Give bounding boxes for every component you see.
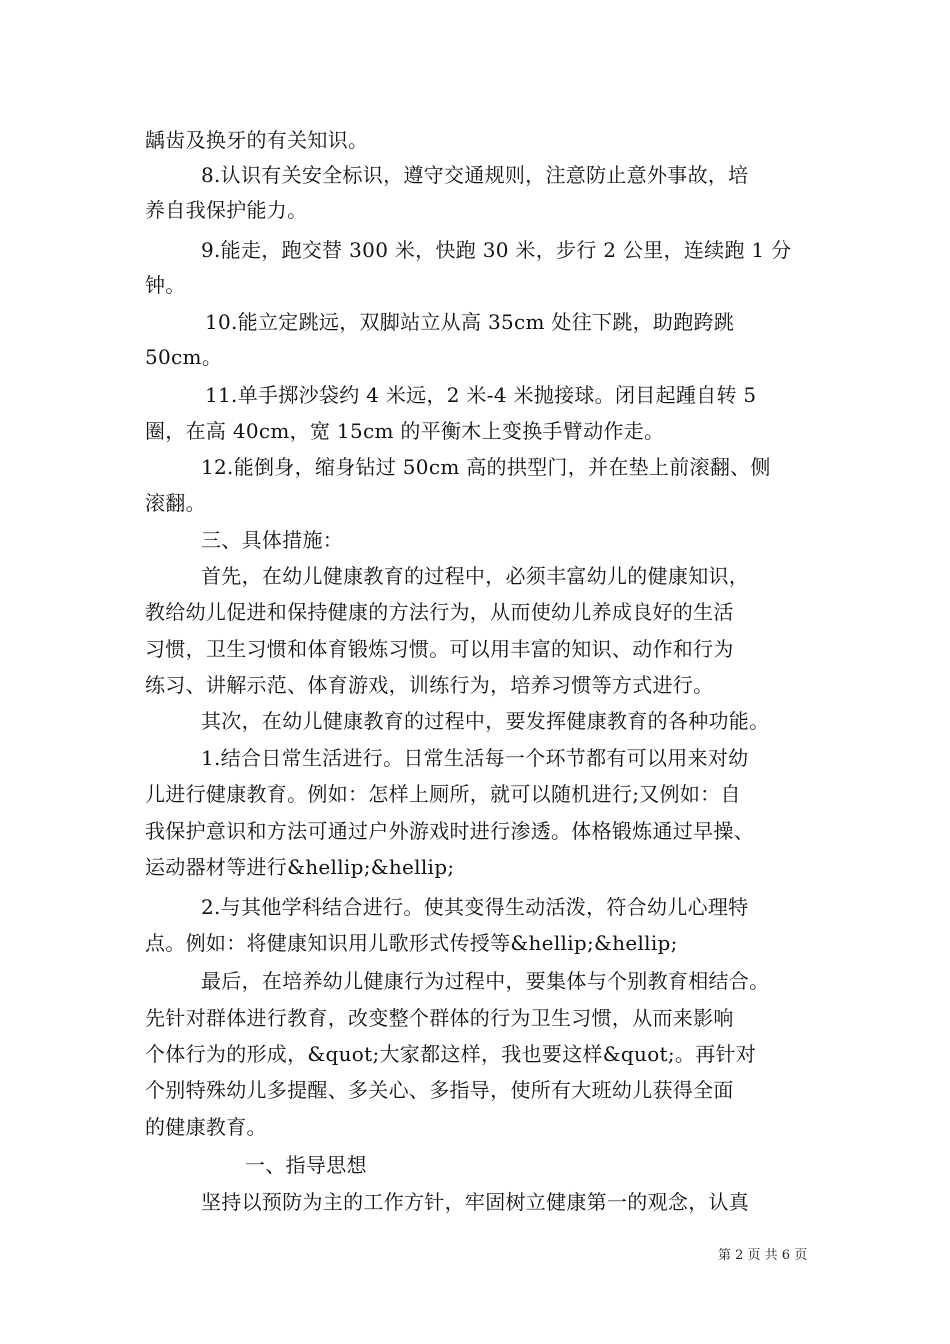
body-line: 练习、讲解示范、体育游戏，训练行为，培养习惯等方式进行。 — [145, 673, 714, 697]
body-line: 12.能倒身，缩身钻过 50cm 高的拱型门，并在垫上前滚翻、侧 — [201, 455, 771, 479]
section-heading: 一、指导思想 — [245, 1153, 367, 1177]
body-line: 圈，在高 40cm，宽 15cm 的平衡木上变换手臂动作走。 — [145, 419, 665, 443]
body-line: 11.单手掷沙袋约 4 米远，2 米-4 米抛接球。闭目起踵自转 5 — [205, 383, 757, 407]
body-line: 我保护意识和方法可通过户外游戏时进行渗透。体格锻炼通过早操、 — [145, 819, 754, 843]
body-line: 个别特殊幼儿多提醒、多关心、多指导，使所有大班幼儿获得全面 — [145, 1078, 734, 1102]
body-line: 龋齿及换牙的有关知识。 — [145, 128, 369, 152]
body-line: 8.认识有关安全标识，遵守交通规则，注意防止意外事故，培 — [201, 163, 749, 187]
section-heading: 三、具体措施： — [201, 528, 344, 552]
body-line: 习惯，卫生习惯和体育锻炼习惯。可以用丰富的知识、动作和行为 — [145, 637, 734, 661]
body-line: 首先，在幼儿健康教育的过程中，必须丰富幼儿的健康知识， — [201, 564, 750, 588]
body-line: 其次，在幼儿健康教育的过程中，要发挥健康教育的各种功能。 — [201, 709, 770, 733]
body-line: 教给幼儿促进和保持健康的方法行为，从而使幼儿养成良好的生活 — [145, 600, 734, 624]
body-line: 钟。 — [145, 273, 186, 297]
body-line: 儿进行健康教育。例如：怎样上厕所，就可以随机进行;又例如：自 — [145, 782, 741, 806]
body-line: 个体行为的形成，&quot;大家都这样，我也要这样&quot;。再针对 — [145, 1042, 757, 1066]
body-line: 坚持以预防为主的工作方针，牢固树立健康第一的观念，认真 — [201, 1190, 750, 1214]
body-line: 的健康教育。 — [145, 1115, 267, 1139]
body-line: 养自我保护能力。 — [145, 198, 308, 222]
body-line: 1.结合日常生活进行。日常生活每一个环节都有可以用来对幼 — [201, 746, 749, 770]
body-line: 10.能立定跳远，双脚站立从高 35cm 处往下跳，助跑跨跳 — [205, 310, 735, 334]
body-line: 点。例如：将健康知识用儿歌形式传授等&hellip;&hellip; — [145, 931, 678, 955]
body-line: 滚翻。 — [145, 491, 206, 515]
body-line: 50cm。 — [145, 345, 223, 369]
body-line: 2.与其他学科结合进行。使其变得生动活泼，符合幼儿心理特 — [201, 895, 749, 919]
body-line: 先针对群体进行教育，改变整个群体的行为卫生习惯，从而来影响 — [145, 1006, 734, 1030]
body-line: 最后，在培养幼儿健康行为过程中，要集体与个别教育相结合。 — [201, 969, 770, 993]
body-line: 运动器材等进行&hellip;&hellip; — [145, 855, 455, 879]
body-line: 9.能走，跑交替 300 米，快跑 30 米，步行 2 公里，连续跑 1 分 — [201, 238, 792, 262]
page-number: 第 2 页 共 6 页 — [718, 1248, 808, 1263]
